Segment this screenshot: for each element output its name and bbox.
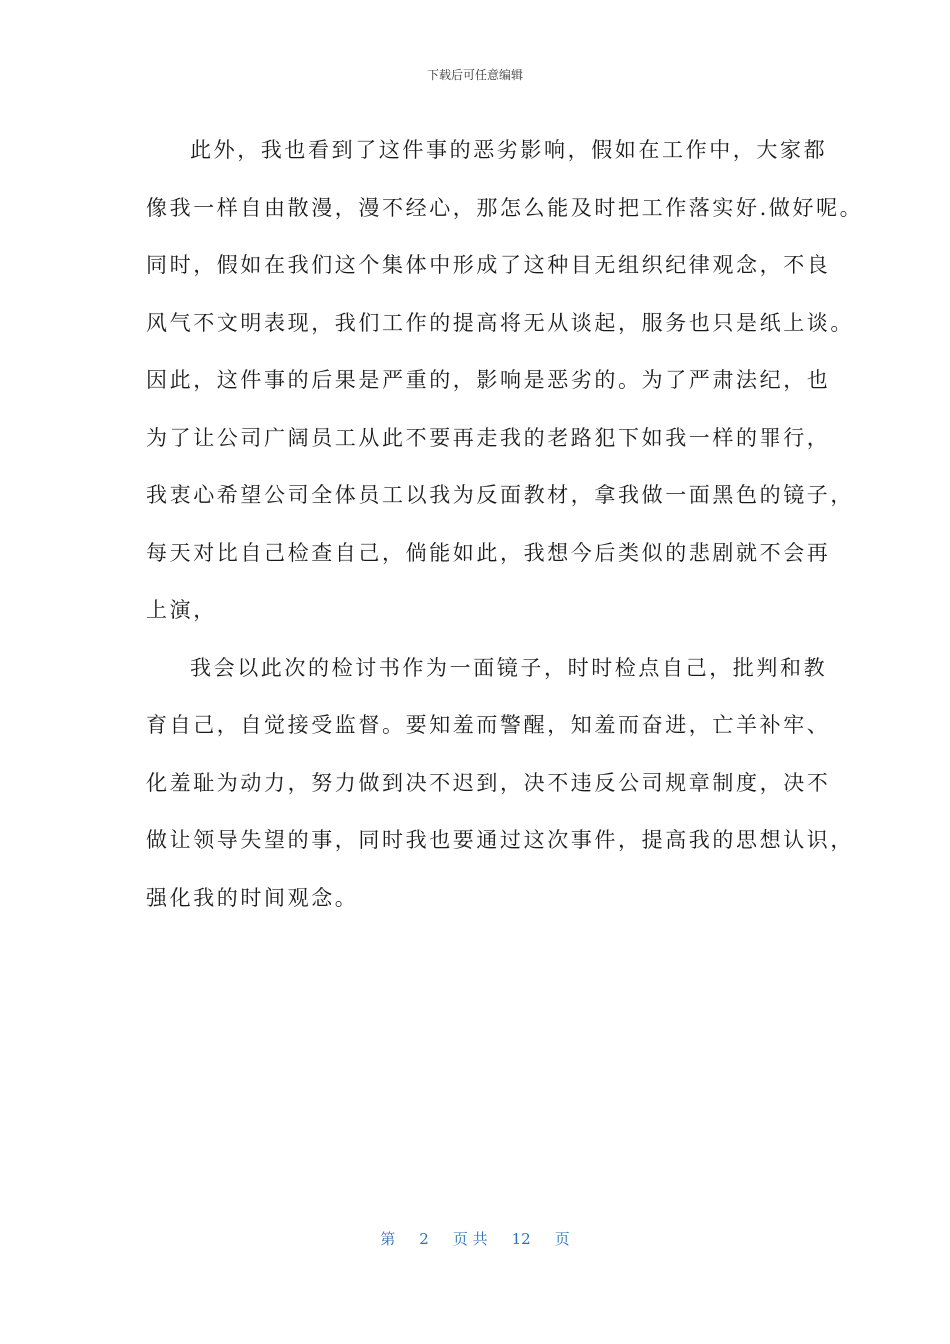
footer-ye: 页	[554, 1230, 570, 1248]
paragraph-2-line-3: 化羞耻为动力，努力做到决不迟到，决不违反公司规章制度，决不	[146, 770, 831, 795]
footer-ye-gong: 页 共	[452, 1230, 488, 1248]
footer-di: 第	[380, 1230, 396, 1248]
paragraph-1-line-8: 每天对比自己检查自己，倘能如此，我想今后类似的悲剧就不会再	[146, 540, 831, 565]
paragraph-1-line-1: 此外，我也看到了这件事的恶劣影响，假如在工作中，大家都	[190, 138, 828, 162]
paragraph-2-line-4: 做让领导失望的事，同时我也要通过这次事件，提高我的思想认识，	[146, 828, 854, 852]
document-body	[146, 122, 864, 927]
paragraph-1-line-7: 我衷心希望公司全体员工以我为反面教材，拿我做一面黑色的镜子，	[146, 483, 854, 507]
paragraph-2-line-5: 强化我的时间观念。	[146, 885, 359, 910]
page-header: 下载后可任意编辑	[426, 68, 523, 82]
paragraph-1-line-9: 上演，	[146, 598, 217, 622]
page-footer	[0, 1228, 950, 1249]
paragraph-1-line-5: 因此，这件事的后果是严重的，影响是恶劣的。为了严肃法纪，也	[146, 368, 831, 392]
paragraph-2-line-1: 我会以此次的检讨书作为一面镜子，时时检点自己，批判和教	[190, 655, 828, 680]
paragraph-1-line-3: 同时，假如在我们这个集体中形成了这种目无组织纪律观念，不良	[146, 253, 831, 277]
paragraph-1-line-4: 风气不文明表现，我们工作的提高将无从谈起，服务也只是纸上谈。	[146, 310, 854, 335]
paragraph-2-line-2: 育自己，自觉接受监督。要知羞而警醒，知羞而奋进，亡羊补牢、	[146, 713, 831, 737]
paragraph-1-line-6: 为了让公司广阔员工从此不要再走我的老路犯下如我一样的罪行，	[146, 425, 831, 450]
footer-page-number: 2	[419, 1230, 429, 1248]
paragraph-1-line-2: 像我一样自由散漫，漫不经心，那怎么能及时把工作落实好.做好呢。	[146, 195, 864, 220]
footer-total-pages: 12	[511, 1230, 531, 1248]
